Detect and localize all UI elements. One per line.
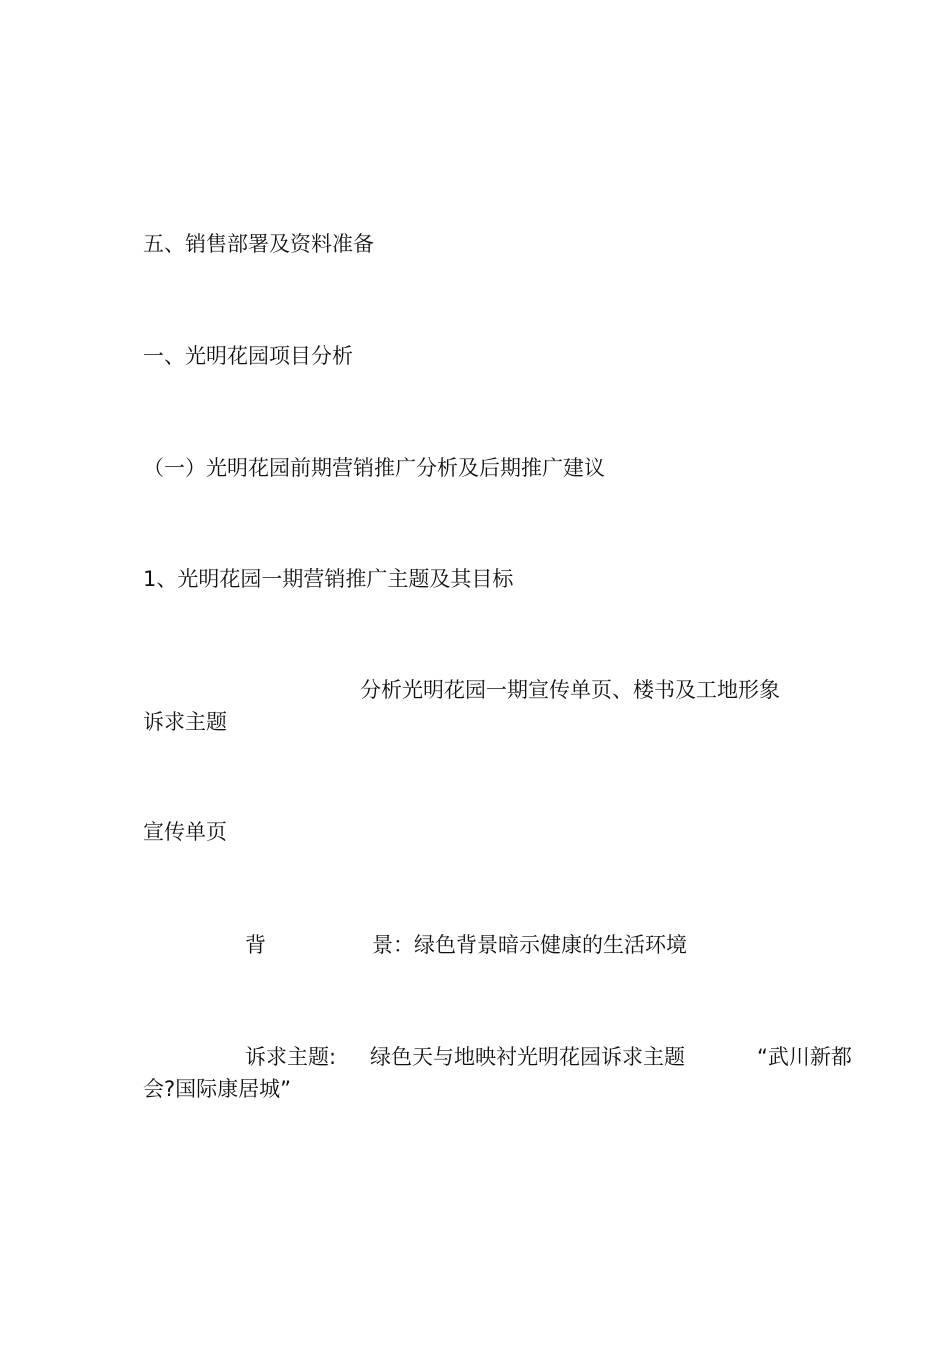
item-heading-1: 1、光明花园一期营销推广主题及其目标 bbox=[143, 567, 514, 591]
analysis-text-line1: 分析光明花园一期宣传单页、楼书及工地形象 bbox=[360, 678, 780, 702]
theme-quote-part1: “武川新都 bbox=[757, 1045, 852, 1069]
analysis-text-line2: 诉求主题 bbox=[143, 710, 227, 734]
theme-quote-part2: 会?国际康居城” bbox=[143, 1077, 292, 1101]
subheading-promotion: （一）光明花园前期营销推广分析及后期推广建议 bbox=[143, 456, 605, 480]
theme-label: 诉求主题: bbox=[245, 1045, 337, 1069]
flyer-heading: 宣传单页 bbox=[143, 820, 227, 844]
theme-text: 绿色天与地映衬光明花园诉求主题 bbox=[370, 1045, 685, 1069]
section-heading-project: 一、光明花园项目分析 bbox=[143, 344, 353, 368]
background-text: 景：绿色背景暗示健康的生活环境 bbox=[372, 933, 687, 957]
section-heading-sales: 五、销售部署及资料准备 bbox=[143, 232, 374, 256]
background-label: 背 bbox=[245, 933, 266, 957]
